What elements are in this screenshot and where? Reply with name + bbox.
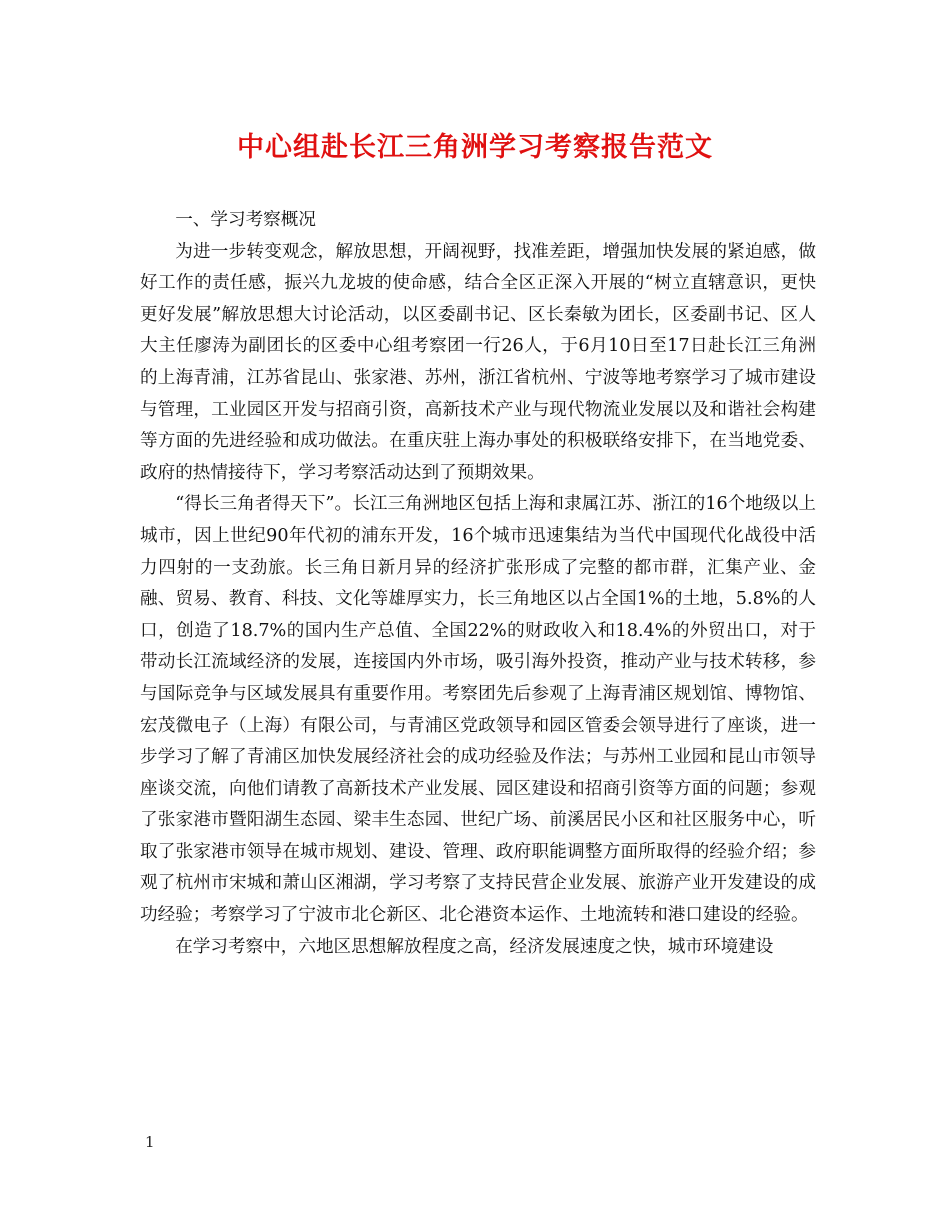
paragraph-overview: 为进一步转变观念，解放思想，开阔视野，找准差距，增强加快发展的紧迫感，做好工作的责任感，振兴九龙坡的使命感，结合全区正深入开展的“树立直辖意识，更快更好发展”解放思想大讨论活动，以区委副书记、区长秦敏为团长，区委副书记、区人大主任廖涛为副团长的区委中心组考察团一行26人，于6月10日至17日赴长江三角洲的上海青浦，江苏省昆山、张家港、苏州，浙江省杭州、宁波等地考察学习了城市建设与管理，工业园区开发与招商引资，高新技术产业与现代物流业发展以及和谐社会构建等方面的先进经验和成功做法。在重庆驻上海办事处的积极联络安排下，在当地党委、政府的热情接待下，学习考察活动达到了预期效果。 (140, 241, 816, 483)
document-body (140, 205, 816, 963)
document-title: 中心组赴长江三角洲学习考察报告范文 (237, 132, 713, 163)
page-number: 1 (145, 1133, 155, 1151)
section-heading: 一、学习考察概况 (175, 210, 316, 230)
paragraph-yangtze-delta: “得长三角者得天下”。长江三角洲地区包括上海和隶属江苏、浙江的16个地级以上城市，因上世纪90年代初的浦东开发，16个城市迅速集结为当代中国现代化战役中活力四射的一支劲旅。长三角日新月异的经济扩张形成了完整的都市群，汇集产业、金融、贸易、教育、科技、文化等雄厚实力，长三角地区以占全国1%的土地，5.8%的人口，创造了18.7%的国内生产总值、全国22%的财政收入和18.4%的外贸出口，对于带动长江流域经济的发展，连接国内外市场，吸引海外投资，推动产业与技术转移，参与国际竞争与区域发展具有重要作用。考察团先后参观了上海青浦区规划馆、博物馆、宏茂微电子（上海）有限公司，与青浦区党政领导和园区管委会领导进行了座谈，进一步学习了解了青浦区加快发展经济社会的成功经验及作法；与苏州工业园和昆山市领导座谈交流，向他们请教了高新技术产业发展、园区建设和招商引资等方面的问题；参观了张家港市暨阳湖生态园、梁丰生态园、世纪广场、前溪居民小区和社区服务中心，听取了张家港市领导在城市规划、建设、管理、政府职能调整方面所取得的经验介绍；参观了杭州市宋城和萧山区湘湖，学习考察了支持民营企业发展、旅游产业开发建设的成功经验；考察学习了宁波市北仑新区、北仑港资本运作、土地流转和港口建设的经验。 (140, 494, 816, 926)
paragraph-observations: 在学习考察中，六地区思想解放程度之高，经济发展速度之快，城市环境建设 (175, 936, 774, 957)
